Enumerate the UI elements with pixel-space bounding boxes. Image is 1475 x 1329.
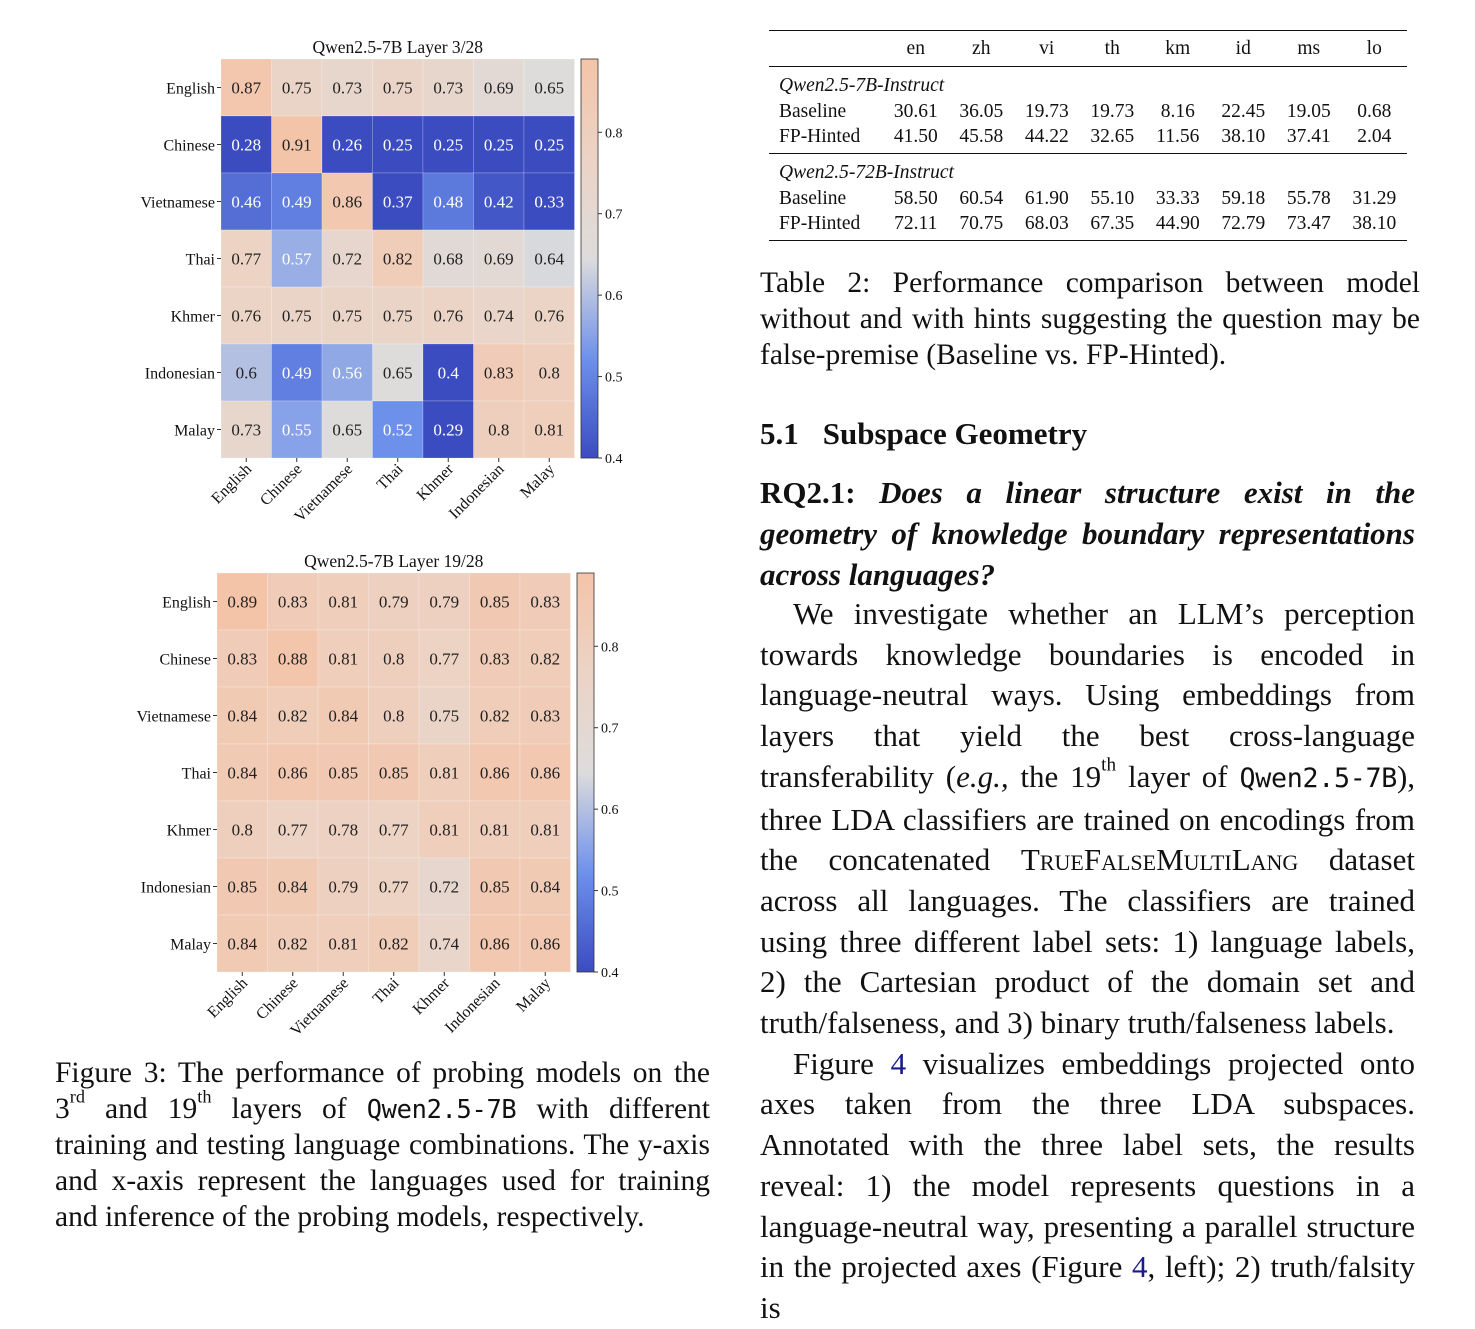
table-cell: 32.65	[1080, 125, 1146, 154]
x-tick-label: Khmer	[413, 460, 458, 505]
cell-value-label: 0.25	[433, 135, 464, 155]
table-cell: 38.10	[1211, 125, 1277, 154]
cell-value-label: 0.77	[378, 820, 409, 840]
cell-value-label: 0.81	[328, 934, 359, 954]
x-tick-label: Malay	[513, 974, 555, 1016]
colorbar-tick-label: 0.4	[605, 452, 623, 467]
caption-text: with different training and testing language combinations. The y-axis and x-axis represent the languages used for training and inference of the probing models, respectively.	[55, 1093, 711, 1233]
paragraph-text: visualizes embeddings projected onto axes taken from the three LDA subspaces. Annotated with the three label sets, the results reveal: 1) the model represents questions in a language-neutral way, presenting a parallel structure in the projected axes (Figure	[760, 1045, 1416, 1285]
table-cell: 61.90	[1024, 188, 1069, 210]
caption-text: and 19	[84, 1093, 198, 1125]
cell-value-label: 0.84	[227, 934, 258, 954]
cell-value-label: 0.29	[433, 420, 464, 440]
cell-value-label: 0.69	[483, 249, 514, 269]
table-cell: 73.47	[1276, 212, 1342, 241]
paragraph-sup: th	[1101, 754, 1117, 776]
colorbar-tick-label: 0.4	[601, 966, 619, 981]
colorbar-tick-label: 0.8	[601, 640, 619, 656]
table-row	[769, 187, 1407, 212]
cell-value-label: 0.77	[231, 249, 262, 269]
cell-value-label: 0.85	[328, 763, 359, 783]
cell-value-label: 0.77	[429, 649, 460, 669]
y-tick-label: Thai	[185, 251, 215, 269]
column-header-th: th	[1080, 31, 1146, 67]
cell-value-label: 0.25	[382, 135, 413, 155]
cell-value-label: 0.89	[227, 592, 258, 612]
y-tick-label: Chinese	[159, 651, 211, 669]
cell-value-label: 0.79	[328, 877, 359, 897]
cell-value-label: 0.81	[328, 592, 359, 612]
y-tick-label: English	[166, 80, 215, 98]
row-label: FP-Hinted	[769, 125, 883, 154]
table-cell: 72.79	[1211, 212, 1277, 241]
table-cell: 31.29	[1352, 188, 1397, 210]
paragraph-text: Figure	[793, 1045, 891, 1081]
cell-value-label: 0.84	[227, 763, 258, 783]
table-cell: 0.68	[1357, 101, 1392, 123]
cell-value-label: 0.75	[281, 306, 312, 326]
cell-value-label: 0.48	[433, 192, 464, 212]
paragraph-text: layer of	[1116, 758, 1240, 794]
y-tick-label: Malay	[174, 422, 215, 440]
cell-value-label: 0.57	[281, 249, 312, 269]
column-header-lo: lo	[1342, 31, 1408, 67]
table-cell: 58.50	[893, 188, 938, 210]
cell-value-label: 0.73	[332, 78, 363, 98]
cell-value-label: 0.75	[429, 706, 460, 726]
paragraph-2	[760, 1044, 1415, 1329]
cell-value-label: 0.87	[231, 78, 262, 98]
cell-value-label: 0.82	[277, 706, 308, 726]
colorbar-tick-label: 0.6	[605, 289, 623, 305]
cell-value-label: 0.52	[382, 420, 413, 440]
row-label: Baseline	[779, 188, 847, 210]
x-tick-label: Chinese	[257, 460, 306, 510]
cell-value-label: 0.65	[534, 78, 565, 98]
cell-value-label: 0.85	[378, 763, 409, 783]
y-tick-label: Khmer	[166, 822, 211, 840]
table-corner	[769, 31, 883, 67]
colorbar-tick-label: 0.6	[601, 803, 619, 819]
x-tick-label: Thai	[369, 974, 403, 1008]
cell-value-label: 0.79	[429, 592, 460, 612]
cell-value-label: 0.49	[281, 192, 312, 212]
table-cell: 72.11	[883, 212, 949, 241]
cell-value-label: 0.83	[479, 649, 510, 669]
cell-value-label: 0.56	[332, 363, 363, 383]
cell-value-label: 0.81	[530, 820, 561, 840]
row-label: FP-Hinted	[769, 212, 883, 241]
rq-question: Does a linear structure exist in the geometry of knowledge boundary representations across languages?	[760, 475, 1415, 592]
cell-value-label: 0.42	[483, 192, 514, 212]
column-header-vi: vi	[1014, 31, 1080, 67]
figure-4-link[interactable]: 4	[1132, 1249, 1148, 1285]
colorbar-tick-label: 0.7	[601, 721, 619, 737]
cell-value-label: 0.72	[332, 249, 363, 269]
cell-value-label: 0.81	[328, 649, 359, 669]
cell-value-label: 0.81	[479, 820, 510, 840]
column-header-en: en	[883, 31, 949, 67]
colorbar-tick-label: 0.7	[605, 207, 623, 223]
table-group-row	[769, 154, 1407, 188]
section-heading	[760, 416, 1087, 452]
table-2	[769, 30, 1407, 241]
cell-value-label: 0.8	[383, 649, 405, 669]
model-name: Qwen2.5-7B	[366, 1094, 517, 1124]
x-tick-label: Khmer	[409, 974, 454, 1019]
group-name: Qwen2.5-7B-Instruct	[779, 74, 945, 96]
x-tick-label: Malay	[517, 460, 559, 502]
column-header-km: km	[1145, 31, 1211, 67]
heatmap-layer-3	[40, 30, 720, 530]
table-cell: 55.78	[1286, 188, 1331, 210]
caption-sup: rd	[69, 1086, 85, 1107]
cell-value-label: 0.28	[231, 135, 262, 155]
cell-value-label: 0.6	[235, 363, 257, 383]
cell-value-label: 0.76	[534, 306, 565, 326]
table-cell: 37.41	[1276, 125, 1342, 154]
table-cell: 68.03	[1014, 212, 1080, 241]
column-header-zh: zh	[949, 31, 1015, 67]
table-cell: 44.90	[1145, 212, 1211, 241]
section-number: 5.1	[760, 416, 799, 451]
cell-value-label: 0.8	[231, 820, 253, 840]
caption-text: layers of	[211, 1093, 367, 1125]
table-header-row	[769, 31, 1407, 67]
model-name: Qwen2.5-7B	[1239, 762, 1397, 794]
cell-value-label: 0.85	[479, 592, 510, 612]
cell-value-label: 0.75	[332, 306, 363, 326]
column-header-ms: ms	[1276, 31, 1342, 67]
y-tick-label: Malay	[170, 936, 211, 954]
table-cell: 2.04	[1342, 125, 1408, 154]
figure-3-second	[40, 544, 720, 1044]
cell-value-label: 0.86	[277, 763, 308, 783]
cell-value-label: 0.75	[382, 306, 413, 326]
paragraph-1	[760, 594, 1415, 1044]
cell-value-label: 0.68	[433, 249, 464, 269]
cell-value-label: 0.82	[378, 934, 409, 954]
x-tick-label: Indonesian	[441, 974, 504, 1037]
caption-label: Figure 3:	[55, 1057, 167, 1089]
x-tick-label: Indonesian	[445, 460, 508, 523]
cell-value-label: 0.73	[433, 78, 464, 98]
column-header-id: id	[1211, 31, 1277, 67]
cell-value-label: 0.8	[488, 420, 510, 440]
paragraph-text: , left); 2) truth/falsity is	[760, 1249, 1415, 1325]
table-cell: 38.10	[1342, 212, 1408, 241]
colorbar-tick-label: 0.5	[605, 370, 623, 386]
y-tick-label: Indonesian	[140, 879, 211, 897]
cell-value-label: 0.75	[281, 78, 312, 98]
table-group-row	[769, 67, 1407, 101]
cell-value-label: 0.25	[534, 135, 565, 155]
cell-value-label: 0.75	[382, 78, 413, 98]
cell-value-label: 0.69	[483, 78, 514, 98]
cell-value-label: 0.83	[483, 363, 514, 383]
cell-value-label: 0.77	[378, 877, 409, 897]
table-cell: 36.05	[959, 101, 1004, 123]
x-tick-label: Vietnamese	[287, 974, 353, 1040]
cell-value-label: 0.82	[277, 934, 308, 954]
dataset-name: TrueFalseMultiLang	[1020, 842, 1299, 878]
cell-value-label: 0.82	[530, 649, 561, 669]
table-cell: 11.56	[1145, 125, 1211, 154]
x-tick-label: Thai	[373, 460, 407, 494]
cell-value-label: 0.82	[382, 249, 413, 269]
cell-value-label: 0.8	[538, 363, 560, 383]
colorbar	[577, 573, 594, 972]
cell-value-label: 0.85	[227, 877, 258, 897]
cell-value-label: 0.81	[429, 763, 460, 783]
cell-value-label: 0.55	[281, 420, 312, 440]
heatmap-title: Qwen2.5-7B Layer 3/28	[312, 37, 484, 57]
paragraph-text: e.g.,	[956, 758, 1009, 794]
figure-3	[40, 30, 720, 530]
y-tick-label: Vietnamese	[140, 194, 215, 212]
table-cell: 45.58	[949, 125, 1015, 154]
table-cell: 41.50	[883, 125, 949, 154]
cell-value-label: 0.79	[378, 592, 409, 612]
x-tick-label: Chinese	[253, 974, 302, 1024]
cell-value-label: 0.83	[530, 592, 561, 612]
colorbar	[581, 59, 598, 458]
caption-text: The performance of probing models on the 3	[55, 1057, 710, 1125]
cell-value-label: 0.49	[281, 363, 312, 383]
table-cell: 33.33	[1155, 188, 1200, 210]
x-tick-label: English	[208, 460, 256, 508]
cell-value-label: 0.83	[277, 592, 308, 612]
rq-label: RQ2.1:	[760, 475, 856, 510]
paragraph-text: the 19	[1008, 758, 1102, 794]
cell-value-label: 0.65	[382, 363, 413, 383]
cell-value-label: 0.33	[534, 192, 565, 212]
performance-table	[769, 30, 1407, 241]
cell-value-label: 0.85	[479, 877, 510, 897]
table-cell: 55.10	[1090, 188, 1135, 210]
heatmap-layer-19	[40, 544, 720, 1044]
cell-value-label: 0.84	[277, 877, 308, 897]
caption-sup: th	[197, 1086, 212, 1107]
table-row	[769, 212, 1407, 241]
cell-value-label: 0.73	[231, 420, 262, 440]
cell-value-label: 0.86	[332, 192, 363, 212]
table-cell: 19.05	[1286, 101, 1331, 123]
table-2-caption: Table 2: Performance comparison between model without and with hints suggesting the question may be false-premise (Baseline vs. FP-Hinted).	[760, 267, 1420, 371]
table-cell: 67.35	[1080, 212, 1146, 241]
cell-value-label: 0.84	[530, 877, 561, 897]
group-name: Qwen2.5-72B-Instruct	[779, 161, 954, 183]
cell-value-label: 0.91	[281, 135, 312, 155]
y-tick-label: Khmer	[170, 308, 215, 326]
cell-value-label: 0.84	[328, 706, 359, 726]
y-tick-label: Indonesian	[144, 365, 215, 383]
table-cell: 59.18	[1221, 188, 1266, 210]
cell-value-label: 0.76	[231, 306, 262, 326]
cell-value-label: 0.74	[483, 306, 514, 326]
table-cell: 19.73	[1090, 101, 1135, 123]
cell-value-label: 0.83	[530, 706, 561, 726]
paragraph-text: ), three LDA classifiers are trained on encodings from the concatenated	[760, 758, 1416, 878]
cell-value-label: 0.86	[530, 934, 561, 954]
cell-value-label: 0.81	[534, 420, 565, 440]
figure-3-caption	[55, 1055, 710, 1235]
cell-value-label: 0.37	[382, 192, 413, 212]
cell-value-label: 0.76	[433, 306, 464, 326]
y-tick-label: Vietnamese	[136, 708, 211, 726]
cell-value-label: 0.64	[534, 249, 565, 269]
cell-value-label: 0.25	[483, 135, 514, 155]
research-question	[760, 472, 1415, 595]
paragraph-text: dataset across all languages. The classifiers are trained using three different label sets: 1) language labels, 2) the Cartesian product of the domain set and truth/falseness, and 3) binary truth/falseness labels.	[760, 842, 1415, 1041]
cell-value-label: 0.78	[328, 820, 359, 840]
cell-value-label: 0.82	[479, 706, 510, 726]
y-tick-label: Thai	[181, 765, 211, 783]
cell-value-label: 0.88	[277, 649, 308, 669]
figure-4-link[interactable]: 4	[890, 1045, 907, 1081]
paragraph-text: We investigate whether an LLM’s perception towards knowledge boundaries is encoded in language-neutral ways. Using embeddings from layers that yield the best cross-language transferability (	[760, 596, 1415, 794]
cell-value-label: 0.86	[530, 763, 561, 783]
cell-value-label: 0.8	[383, 706, 405, 726]
cell-value-label: 0.86	[479, 934, 510, 954]
cell-value-label: 0.86	[479, 763, 510, 783]
cell-value-label: 0.81	[429, 820, 460, 840]
cell-value-label: 0.77	[277, 820, 308, 840]
table-cell: 19.73	[1024, 101, 1069, 123]
x-tick-label: English	[204, 974, 252, 1022]
cell-value-label: 0.72	[429, 877, 460, 897]
y-tick-label: Chinese	[163, 137, 215, 155]
section-body	[760, 594, 1415, 1329]
x-tick-label: Vietnamese	[291, 460, 357, 526]
cell-value-label: 0.65	[332, 420, 363, 440]
table-cell: 30.61	[893, 101, 938, 123]
table-row	[769, 100, 1407, 125]
table-row	[769, 125, 1407, 154]
row-label: Baseline	[779, 101, 847, 123]
heatmap-title: Qwen2.5-7B Layer 19/28	[304, 551, 484, 571]
table-cell: 22.45	[1221, 101, 1266, 123]
cell-value-label: 0.46	[231, 192, 262, 212]
cell-value-label: 0.4	[437, 363, 459, 383]
section-title: Subspace Geometry	[822, 416, 1088, 451]
table-cell: 8.16	[1160, 101, 1195, 123]
table-cell: 70.75	[949, 212, 1015, 241]
cell-value-label: 0.74	[429, 934, 460, 954]
colorbar-tick-label: 0.8	[605, 126, 623, 142]
table-cell: 44.22	[1014, 125, 1080, 154]
table-cell: 60.54	[959, 188, 1004, 210]
cell-value-label: 0.26	[332, 135, 363, 155]
colorbar-tick-label: 0.5	[601, 884, 619, 900]
cell-value-label: 0.83	[227, 649, 258, 669]
y-tick-label: English	[162, 594, 211, 612]
cell-value-label: 0.84	[227, 706, 258, 726]
